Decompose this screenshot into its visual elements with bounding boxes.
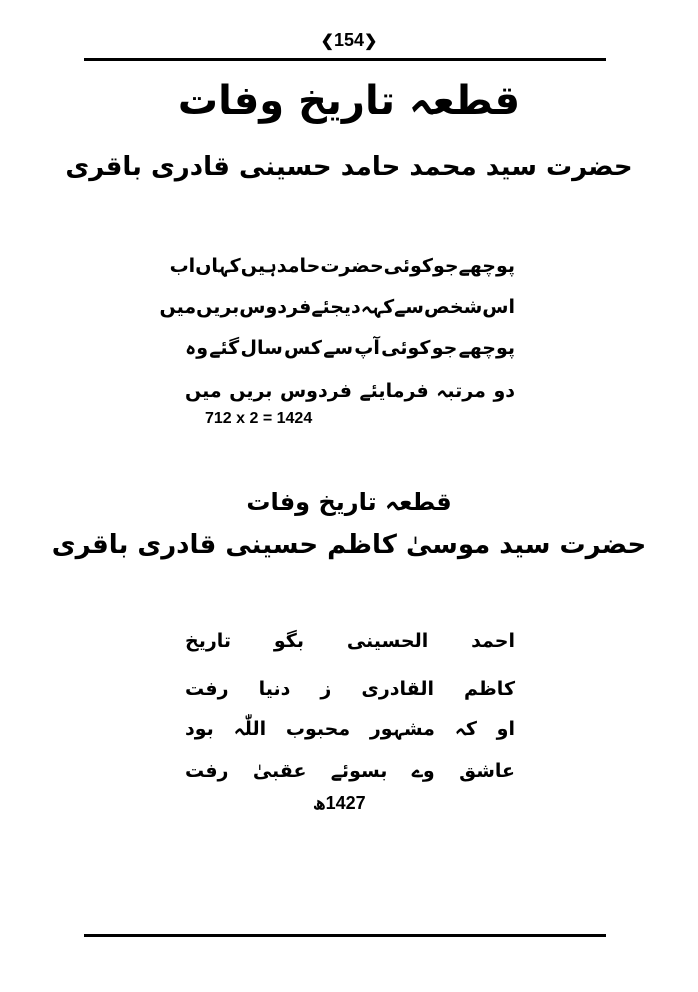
section2-verse-3 bbox=[185, 718, 515, 740]
word: تاریخ bbox=[185, 630, 232, 652]
word: وہ bbox=[185, 337, 209, 359]
word: اس bbox=[482, 296, 515, 318]
word: فردوس bbox=[239, 296, 312, 318]
word: دیجئے bbox=[311, 296, 361, 318]
page-number bbox=[0, 30, 698, 51]
word: کس bbox=[284, 337, 322, 359]
word: عاشق bbox=[459, 760, 515, 782]
word: شخص bbox=[423, 296, 483, 318]
word: جو bbox=[432, 255, 459, 277]
word: گئے bbox=[209, 337, 240, 359]
word: فردوس bbox=[279, 380, 352, 402]
word: محبوب bbox=[285, 718, 351, 740]
word: سال bbox=[240, 337, 283, 359]
section2-subtitle: حضرت سید موسیٰ کاظم حسینی قادری باقری bbox=[51, 530, 647, 560]
word: دنیا bbox=[258, 678, 291, 700]
word: رفت bbox=[185, 760, 229, 782]
word: رفت bbox=[185, 678, 229, 700]
word: وے bbox=[411, 760, 435, 782]
section2-title: قطعہ تاریخ وفات bbox=[246, 488, 452, 516]
ornament-left-icon: ❮ bbox=[320, 33, 334, 50]
word: حضرت bbox=[320, 255, 384, 277]
word: احمد bbox=[471, 630, 515, 652]
word: اب bbox=[169, 255, 196, 277]
word: میں bbox=[185, 380, 222, 402]
word: حامد bbox=[276, 255, 321, 277]
ornament-right-icon: ❯ bbox=[364, 33, 378, 50]
word: اللّٰہ bbox=[233, 718, 267, 740]
word: کاظم bbox=[464, 678, 515, 700]
word: بگو bbox=[273, 630, 304, 652]
hijri-year: 1427ھ bbox=[313, 793, 366, 813]
word: بود bbox=[185, 718, 214, 740]
section2-verse-4 bbox=[185, 760, 515, 782]
section1-verse-1 bbox=[169, 255, 515, 277]
section1-title: قطعہ تاریخ وفات bbox=[177, 78, 521, 124]
word: الحسینی bbox=[346, 630, 429, 652]
word: مشہور bbox=[369, 718, 435, 740]
word: او bbox=[496, 718, 515, 740]
word: دو bbox=[493, 380, 515, 402]
word: عقبیٰ bbox=[252, 760, 307, 782]
section1-subtitle: حضرت سید محمد حامد حسینی قادری باقری bbox=[65, 152, 633, 182]
word: پوچھے bbox=[458, 255, 515, 277]
abjad-calculation: 712 x 2 = 1424 bbox=[205, 410, 313, 427]
word: جو bbox=[431, 337, 458, 359]
word: سے bbox=[323, 337, 354, 359]
word: بریں bbox=[196, 296, 240, 318]
word: کوئی bbox=[383, 255, 433, 277]
section2-verse-1 bbox=[185, 630, 515, 652]
section1-verse-3 bbox=[185, 337, 515, 359]
word: کہاں bbox=[195, 255, 241, 277]
word: ز bbox=[320, 678, 332, 700]
word: ہیں bbox=[240, 255, 277, 277]
top-rule bbox=[84, 58, 606, 61]
word: پوچھے bbox=[458, 337, 515, 359]
bottom-rule bbox=[84, 934, 606, 937]
word: کوئی bbox=[381, 337, 431, 359]
word: بریں bbox=[229, 380, 273, 402]
word: کہہ bbox=[360, 296, 395, 318]
word: مرتبہ bbox=[436, 380, 486, 402]
word: کہ bbox=[454, 718, 477, 740]
word: سے bbox=[394, 296, 424, 318]
page-number-value: 154 bbox=[333, 30, 365, 50]
word: میں bbox=[159, 296, 197, 318]
word: القادری bbox=[361, 678, 434, 700]
section2-verse-2 bbox=[185, 678, 515, 700]
word: بسوئے bbox=[330, 760, 388, 782]
section1-verse-4 bbox=[185, 380, 515, 402]
section1-verse-2 bbox=[159, 296, 515, 318]
word: آپ bbox=[354, 337, 380, 359]
word: فرمایئے bbox=[359, 380, 429, 402]
